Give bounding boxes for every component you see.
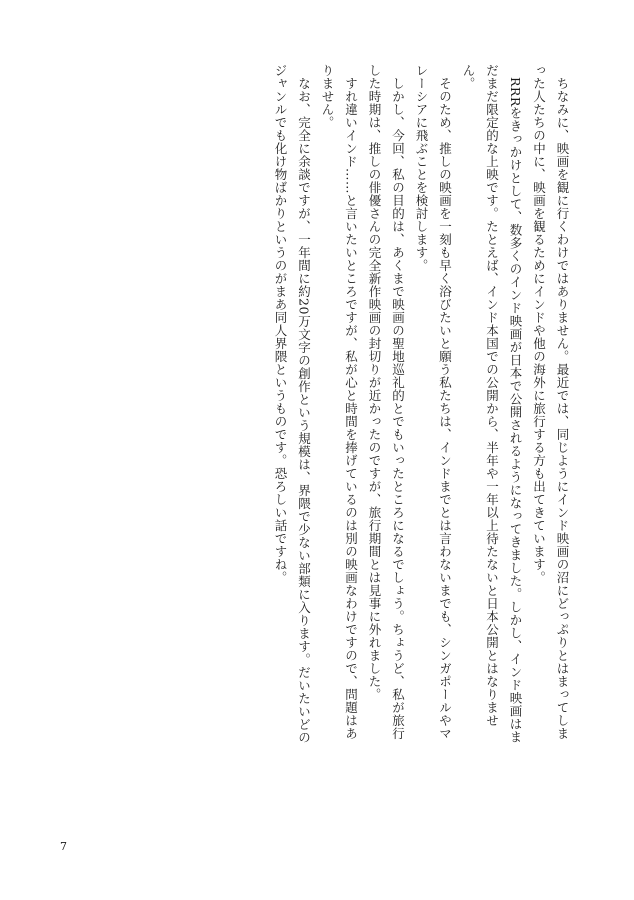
paragraph: なお、完全に余談ですが、一年間に約20万文字の創作という規模は、界隈で少ない部類に入ります。だいたいどのジャンルでも化け物ばかりというのがまあ同人界隈というものです。恐ろしい話ですね。 <box>273 64 312 744</box>
page-number: 7 <box>60 840 67 853</box>
paragraph: すれ違いインド……と言いたいところですが、私が心と時間を捧げているのは別の映画なわけですので、問題はありません。 <box>320 64 359 740</box>
body-text <box>94 64 574 744</box>
paragraph: ちなみに、映画を観に行くわけではありません。最近では、同じようにインド映画の沼にどっぷりとはまってしまった人たちの中に、映画を観るためにインドや他の海外に旅行する方も出てきています。 <box>531 64 570 740</box>
paragraph: RRRをきっかけとして、数多くのインド映画が日本で公開されるようになってきました。しかし、インド映画はまだまだ限定的な上映です。たとえば、インド本国での公開から、半年や一年以上待たないと日本公開とはなりません。 <box>461 64 523 744</box>
paragraph: そのため、推しの映画を一刻も早く浴びたいと願う私たちは、インドまでとは言わないまでも、シンガポールやマレーシアに飛ぶことを検討します。 <box>414 64 453 740</box>
paragraph: しかし、今回、私の目的は、あくまで映画の聖地巡礼的とでもいったところになるでしょう。ちょうど、私が旅行した時期は、推しの俳優さんの完全新作映画の封切りが近かったのですが、旅行期間とは見事に外れました。 <box>367 64 406 740</box>
